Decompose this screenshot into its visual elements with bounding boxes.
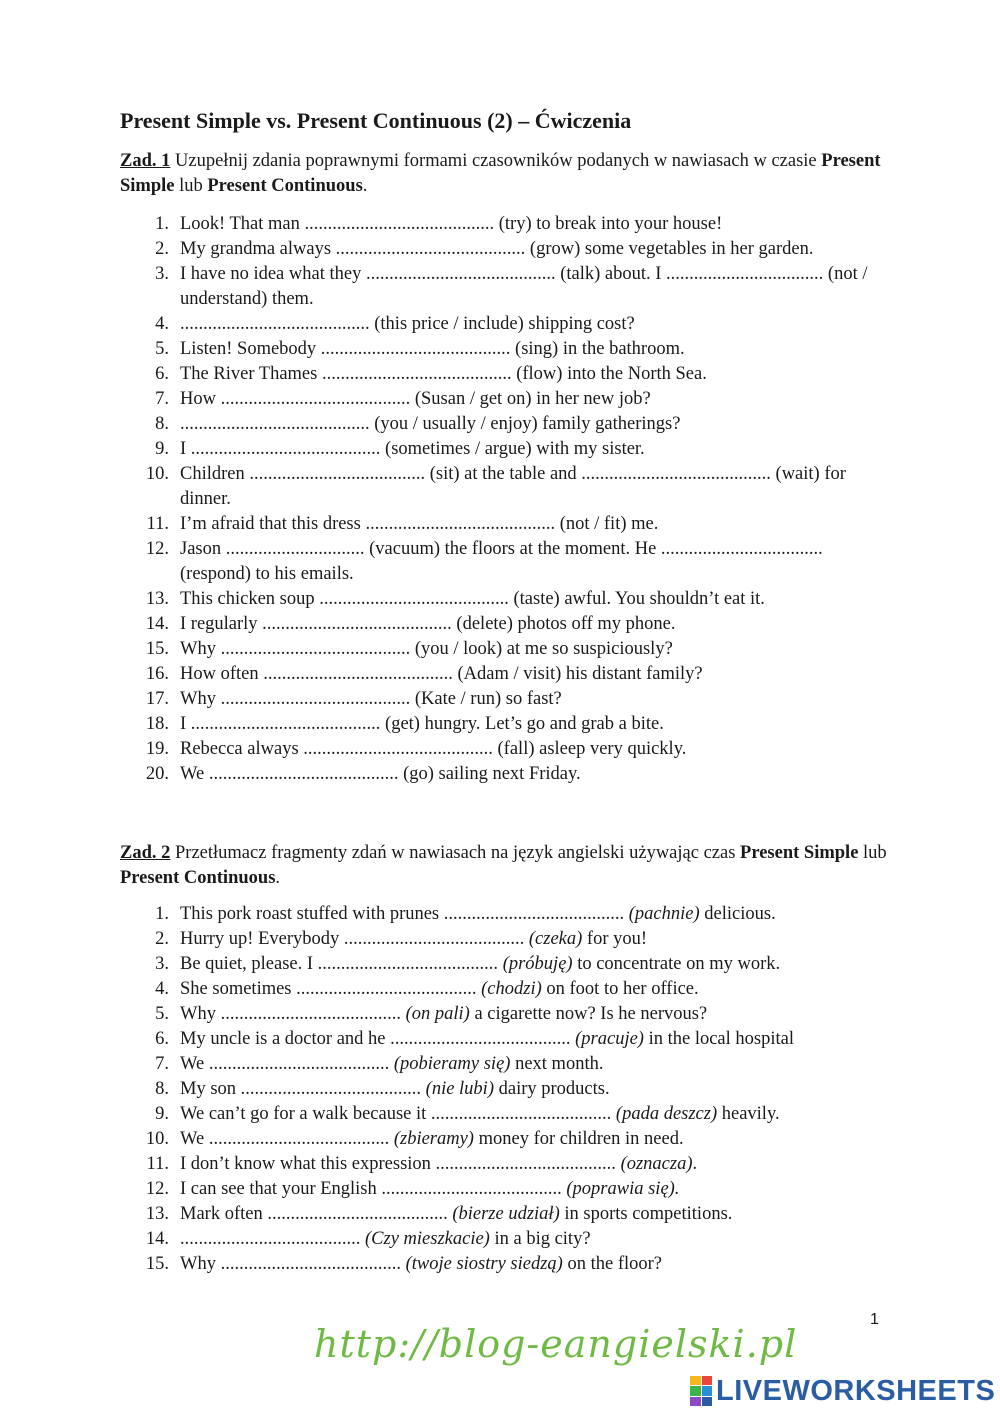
item-text: Listen! Somebody ......................................... (sing) in the bathroom. [180,339,685,359]
task2-item [120,1027,885,1052]
item-number: 12. [145,539,169,559]
item-number: 11. [146,1154,169,1174]
task2-item [120,977,885,1002]
task1-item [120,262,885,312]
task1-item [120,437,885,462]
item-text: My grandma always ......................................... (grow) some vegetables in her garden. [180,239,814,259]
task2-item [120,1052,885,1077]
task2-item [120,1177,885,1202]
item-text-before: I don’t know what this expression ....................................... [180,1154,621,1174]
item-text: Jason .............................. (vacuum) the floors at the moment. He ................................... (respond) to his emails. [180,539,823,584]
task2-item [120,1127,885,1152]
blog-url-watermark[interactable]: http://blog-eangielski.pl [314,1322,798,1366]
item-number: 1. [155,214,169,234]
item-hint: (pachnie) [628,904,700,924]
task2-tense1: Present Simple [740,843,859,863]
task1-item [120,512,885,537]
task1-item [120,737,885,762]
task1-item [120,637,885,662]
item-number: 19. [145,739,169,759]
item-text-after: in the local hospital [643,1029,794,1049]
item-text: I ......................................... (sometimes / argue) with my sister. [180,439,645,459]
task1-label: Zad. 1 [120,151,171,171]
task1-instruction-text: Uzupełnij zdania poprawnymi formami czasowników podanych w nawiasach w czasie [170,151,822,171]
task1-item [120,587,885,612]
item-text-after: delicious. [699,904,776,924]
item-text-before: Be quiet, please. I ....................................... [180,954,503,974]
item-hint: (próbuję) [502,954,573,974]
item-text-after: next month. [510,1054,604,1074]
item-hint: (czeka) [528,929,583,949]
item-number: 17. [145,689,169,709]
item-number: 18. [145,714,169,734]
task2-instruction-text: Przetłumacz fragmenty zdań w nawiasach na język angielski używając czas [170,843,741,863]
item-text-before: ....................................... [180,1229,365,1249]
item-number: 4. [155,314,169,334]
task1-item [120,612,885,637]
item-hint: (pracuje) [575,1029,644,1049]
task1-item [120,412,885,437]
item-text-after: money for children in need. [473,1129,684,1149]
item-text: I regularly ......................................... (delete) photos off my phone. [180,614,676,634]
item-text: This chicken soup ......................................... (taste) awful. You shouldn’t eat it. [180,589,765,609]
item-text: How ......................................... (Susan / get on) in her new job? [180,389,651,409]
item-number: 14. [145,1229,169,1249]
item-number: 15. [145,639,169,659]
item-number: 12. [145,1179,169,1199]
task1-connector: lub [174,176,208,196]
item-hint: (twoje siostry siedzą) [405,1254,563,1274]
task2-item [120,1152,885,1177]
item-number: 2. [155,929,169,949]
task2-end: . [275,868,281,888]
item-hint: (oznacza) [620,1154,693,1174]
item-text: How often ......................................... (Adam / visit) his distant family? [180,664,703,684]
item-text: Why ......................................... (Kate / run) so fast? [180,689,562,709]
item-number: 3. [155,264,169,284]
task1-item [120,337,885,362]
item-number: 4. [155,979,169,999]
item-hint: (chodzi) [481,979,542,999]
task1-item [120,362,885,387]
task1-instruction [120,149,890,199]
item-number: 14. [145,614,169,634]
item-text-before: This pork roast stuffed with prunes ....................................... [180,904,629,924]
item-number: 5. [155,1004,169,1024]
item-hint: (poprawia się). [566,1179,680,1199]
item-text: Why ......................................... (you / look) at me so suspiciously? [180,639,673,659]
task2-item [120,1227,885,1252]
item-number: 20. [145,764,169,784]
task1-tense2: Present Continuous [207,176,363,196]
item-text-after: on the floor? [562,1254,662,1274]
item-text-before: She sometimes ....................................... [180,979,482,999]
item-text: Look! That man ......................................... (try) to break into your house! [180,214,723,234]
item-text-after: a cigarette now? Is he nervous? [469,1004,708,1024]
item-text: I have no idea what they ......................................... (talk) about. I .................................. (not / understand) them. [180,264,868,309]
item-hint: (on pali) [405,1004,470,1024]
item-hint: (Czy mieszkacie) [365,1229,490,1249]
task1-list [120,212,885,787]
task1-item [120,212,885,237]
item-number: 5. [155,339,169,359]
item-number: 8. [155,414,169,434]
item-number: 16. [145,664,169,684]
item-number: 10. [145,1129,169,1149]
item-text: ......................................... (you / usually / enjoy) family gatherings? [180,414,681,434]
task2-item [120,1077,885,1102]
liveworksheets-brand[interactable] [690,1374,995,1408]
item-number: 6. [155,1029,169,1049]
item-number: 1. [155,904,169,924]
item-text-before: Why ....................................... [180,1004,406,1024]
item-text-before: My uncle is a doctor and he ....................................... [180,1029,576,1049]
item-text-before: My son ....................................... [180,1079,426,1099]
task1-item [120,762,885,787]
item-number: 15. [145,1254,169,1274]
item-text: I’m afraid that this dress ......................................... (not / fit) me. [180,514,659,534]
task1-item [120,662,885,687]
item-text: I ......................................... (get) hungry. Let’s go and grab a bite. [180,714,664,734]
item-text: The River Thames ......................................... (flow) into the North Sea. [180,364,707,384]
item-number: 2. [155,239,169,259]
item-hint: (nie lubi) [425,1079,494,1099]
item-number: 13. [145,1204,169,1224]
item-text-before: We ....................................... [180,1129,394,1149]
item-text-after: heavily. [717,1104,780,1124]
brand-name: LIVEWORKSHEETS [716,1374,996,1407]
task2-item [120,952,885,977]
task2-tense2: Present Continuous [120,868,276,888]
task1-item [120,462,885,512]
item-text-before: We ....................................... [180,1054,394,1074]
task1-item [120,387,885,412]
item-text: ......................................... (this price / include) shipping cost? [180,314,635,334]
task1-item [120,237,885,262]
task2-item [120,1252,885,1277]
item-text: We ......................................... (go) sailing next Friday. [180,764,581,784]
item-text-after: dairy products. [493,1079,610,1099]
item-text-before: Hurry up! Everybody ....................................... [180,929,529,949]
task2-item [120,902,885,927]
item-text-before: Why ....................................... [180,1254,406,1274]
item-number: 7. [155,389,169,409]
item-hint: (pobieramy się) [393,1054,511,1074]
item-text: Children ...................................... (sit) at the table and ......................................... (wait) for dinner. [180,464,846,509]
item-number: 8. [155,1079,169,1099]
page-title: Present Simple vs. Present Continuous (2) – Ćwiczenia [120,108,632,133]
item-number: 7. [155,1054,169,1074]
item-text-before: We can’t go for a walk because it ....................................... [180,1104,616,1124]
item-number: 11. [146,514,169,534]
task1-item [120,687,885,712]
item-text-after: to concentrate on my work. [572,954,781,974]
item-number: 9. [155,1104,169,1124]
task2-label: Zad. 2 [120,843,171,863]
task2-item [120,1102,885,1127]
task1-item [120,312,885,337]
item-text-after: in a big city? [489,1229,591,1249]
item-text-after: in sports competitions. [559,1204,733,1224]
item-number: 13. [145,589,169,609]
task2-item [120,1002,885,1027]
task1-tense1: Present Simple [120,151,881,196]
liveworksheets-logo-icon [690,1376,712,1406]
item-number: 6. [155,364,169,384]
task1-item [120,712,885,737]
task1-item [120,537,885,587]
task2-connector: lub [858,843,887,863]
task2-item [120,927,885,952]
item-text-before: I can see that your English ....................................... [180,1179,567,1199]
item-text-after: . [692,1154,698,1174]
item-number: 3. [155,954,169,974]
item-hint: (bierze udział) [452,1204,560,1224]
item-text-after: on foot to her office. [541,979,699,999]
item-text-before: Mark often ....................................... [180,1204,453,1224]
task1-end: . [362,176,368,196]
task2-instruction [120,841,890,891]
item-hint: (zbieramy) [393,1129,474,1149]
task2-list [120,902,885,1277]
item-text-after: for you! [582,929,648,949]
item-number: 9. [155,439,169,459]
item-text: Rebecca always ......................................... (fall) asleep very quickly. [180,739,687,759]
task2-item [120,1202,885,1227]
item-hint: (pada deszcz) [615,1104,718,1124]
item-number: 10. [145,464,169,484]
page-number: 1 [870,1311,879,1328]
